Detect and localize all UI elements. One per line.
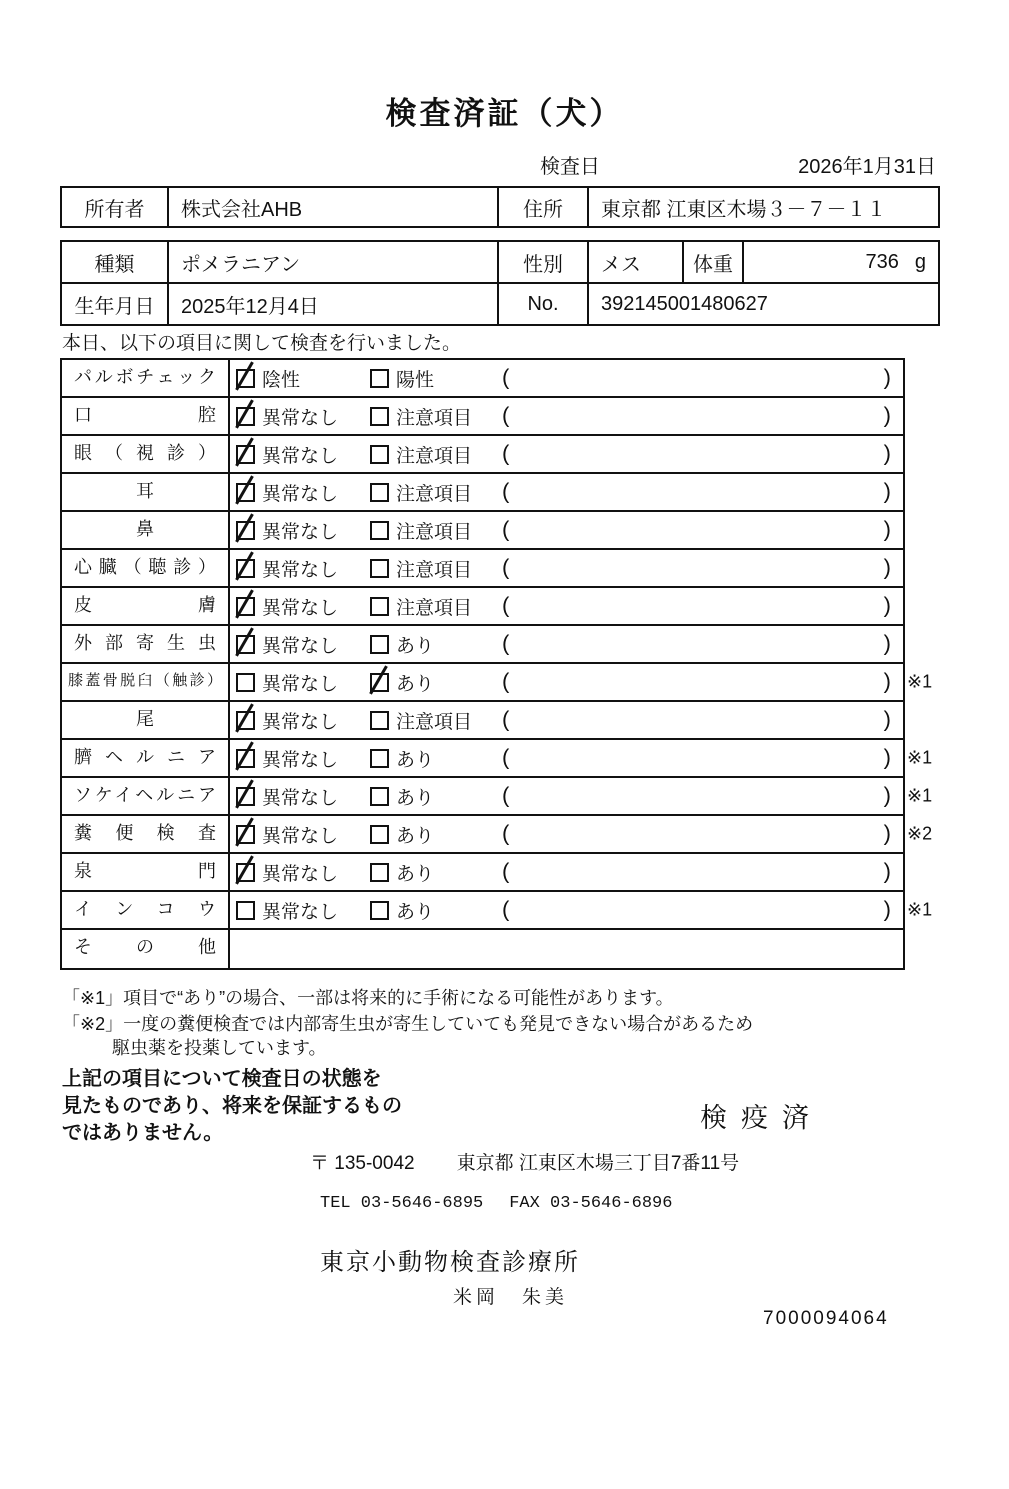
- check-table-row: [62, 588, 903, 626]
- item-options: [230, 778, 903, 814]
- item-options: [230, 474, 903, 510]
- checkbox-unchecked[interactable]: [370, 863, 389, 882]
- checkbox-unchecked[interactable]: [370, 445, 389, 464]
- option-2: [370, 398, 472, 434]
- breed-label: 種類: [94, 253, 135, 276]
- paren-close: ): [883, 896, 891, 922]
- paren-close: ): [883, 516, 891, 542]
- option-1: [236, 816, 338, 852]
- sex-label: 性別: [497, 242, 587, 282]
- check-table-row: [62, 778, 933, 816]
- option-2-label: 注意項目: [396, 711, 473, 733]
- certificate-no-value: 392145001480627: [587, 284, 938, 324]
- option-1: [236, 550, 338, 586]
- option-1-label: 異常なし: [262, 407, 339, 429]
- option-1-label: 異常なし: [262, 521, 339, 543]
- check-mark: [235, 703, 254, 732]
- option-2-label: あり: [396, 901, 435, 923]
- fax-number: FAX 03-5646-6896: [509, 1194, 673, 1213]
- breed-value: ポメラニアン: [167, 242, 497, 282]
- paren-open: (: [502, 744, 510, 770]
- check-table-row: [62, 892, 933, 930]
- check-mark: [235, 361, 254, 390]
- birthdate-label: 生年月日: [74, 295, 155, 318]
- checkbox-checked[interactable]: [236, 559, 255, 578]
- option-2: [370, 512, 472, 548]
- checkbox-unchecked[interactable]: [370, 787, 389, 806]
- tel-fax-row: [320, 1194, 672, 1213]
- check-mark: [235, 589, 254, 618]
- item-label: 外部寄生虫: [62, 626, 230, 662]
- check-mark: [235, 855, 254, 884]
- option-2-label: 注意項目: [396, 445, 473, 467]
- option-2: [370, 626, 434, 662]
- intro-text: 本日、以下の項目に関して検査を行いました。: [62, 333, 462, 354]
- paren-close: ): [883, 592, 891, 618]
- check-table-row: [62, 740, 933, 778]
- option-2: [370, 360, 434, 396]
- check-mark: [369, 665, 388, 694]
- option-1-label: 異常なし: [262, 673, 339, 695]
- checkbox-checked[interactable]: [236, 483, 255, 502]
- option-1-label: 異常なし: [262, 635, 339, 657]
- option-1-label: 異常なし: [262, 711, 339, 733]
- tel-number: TEL 03-5646-6895: [320, 1194, 484, 1213]
- item-label: 糞便検査: [62, 816, 230, 852]
- checkbox-checked[interactable]: [236, 445, 255, 464]
- item-label: その他: [62, 930, 230, 968]
- option-2-label: 注意項目: [396, 483, 473, 505]
- option-1: [236, 740, 338, 776]
- item-options: [230, 626, 903, 662]
- owner-table: [60, 186, 940, 228]
- checkbox-checked[interactable]: [236, 407, 255, 426]
- checkbox-unchecked[interactable]: [370, 559, 389, 578]
- note-2-line-2: 駆虫薬を投薬しています。: [112, 1038, 327, 1058]
- paren-open: (: [502, 630, 510, 656]
- paren-open: (: [502, 554, 510, 580]
- pet-table: [60, 240, 940, 326]
- option-2: [370, 854, 434, 890]
- paren-open: (: [502, 820, 510, 846]
- check-table-row: [62, 512, 903, 550]
- check-table-row: [62, 360, 903, 398]
- address-label: 住所: [497, 188, 587, 226]
- option-1: [236, 664, 338, 700]
- option-2: [370, 550, 472, 586]
- paren-open: (: [502, 592, 510, 618]
- option-2-label: あり: [396, 673, 435, 695]
- check-table-row: [62, 398, 903, 436]
- option-1-label: 陰性: [262, 369, 301, 391]
- checkbox-checked[interactable]: [370, 673, 389, 692]
- check-table-row: [62, 436, 903, 474]
- paren-close: ): [883, 440, 891, 466]
- checkbox-unchecked[interactable]: [370, 825, 389, 844]
- check-mark: [235, 627, 254, 656]
- inspection-date-label: 検査日: [540, 156, 600, 178]
- row-marker: ※1: [907, 747, 933, 768]
- check-mark: [235, 817, 254, 846]
- paren-open: (: [502, 668, 510, 694]
- item-label: 眼（視診）: [62, 436, 230, 472]
- paren-close: ): [883, 782, 891, 808]
- option-1: [236, 702, 338, 738]
- checkbox-checked[interactable]: [236, 711, 255, 730]
- option-1-label: 異常なし: [262, 445, 339, 467]
- paren-open: (: [502, 478, 510, 504]
- item-options: [230, 702, 903, 738]
- item-options: [230, 360, 903, 396]
- item-options: [230, 664, 903, 700]
- option-2-label: 注意項目: [396, 521, 473, 543]
- option-2: [370, 702, 472, 738]
- inspection-date-value: 2026年1月31日: [798, 156, 936, 178]
- pet-table-row-2: [62, 284, 938, 324]
- checkbox-unchecked[interactable]: [370, 369, 389, 388]
- option-1: [236, 360, 300, 396]
- postal-code: 〒 135-0042: [310, 1153, 415, 1174]
- paren-close: ): [883, 706, 891, 732]
- option-2-label: あり: [396, 635, 435, 657]
- paren-open: (: [502, 858, 510, 884]
- checkbox-checked[interactable]: [236, 787, 255, 806]
- check-mark: [235, 475, 254, 504]
- pet-table-row-1: [62, 242, 938, 284]
- option-2-label: 注意項目: [396, 559, 473, 581]
- item-options: [230, 816, 903, 852]
- option-2: [370, 588, 472, 624]
- option-1-label: 異常なし: [262, 749, 339, 771]
- paren-open: (: [502, 402, 510, 428]
- paren-close: ): [883, 364, 891, 390]
- check-table-row: [62, 550, 903, 588]
- checkbox-checked[interactable]: [236, 597, 255, 616]
- item-label: インコウ: [62, 892, 230, 928]
- option-1-label: 異常なし: [262, 863, 339, 885]
- weight-unit: g: [914, 250, 926, 273]
- item-options: [230, 740, 903, 776]
- paren-open: (: [502, 516, 510, 542]
- paren-open: (: [502, 364, 510, 390]
- item-label: パルボチェック: [62, 360, 230, 396]
- item-options: [230, 436, 903, 472]
- item-options: [230, 512, 903, 548]
- item-label: 心臓（聴診）: [62, 550, 230, 586]
- inspection-date-row: [540, 150, 936, 179]
- item-label: 尾: [62, 702, 230, 738]
- option-1-label: 異常なし: [262, 901, 339, 923]
- option-2: [370, 436, 472, 472]
- item-label: ソケイヘルニア: [62, 778, 230, 814]
- check-table-row: [62, 930, 903, 968]
- checkbox-unchecked[interactable]: [370, 749, 389, 768]
- check-mark: [235, 779, 254, 808]
- sex-value: メス: [587, 242, 682, 282]
- item-label: 皮膚: [62, 588, 230, 624]
- option-1: [236, 474, 338, 510]
- option-2-label: 注意項目: [396, 597, 473, 619]
- check-table-row: [62, 474, 903, 512]
- checkbox-unchecked[interactable]: [370, 901, 389, 920]
- note-2-line-1: 「※2」一度の糞便検査では内部寄生虫が寄生していても発見できない場合があるため: [62, 1014, 754, 1034]
- disclaimer-line: 見たものであり、将来を保証するもの: [62, 1095, 402, 1117]
- option-2: [370, 474, 472, 510]
- option-1-label: 異常なし: [262, 825, 339, 847]
- paren-close: ): [883, 668, 891, 694]
- checkbox-checked[interactable]: [236, 825, 255, 844]
- clinic-address-row: [310, 1148, 739, 1175]
- option-2: [370, 740, 434, 776]
- checkbox-unchecked[interactable]: [370, 521, 389, 540]
- paren-close: ): [883, 630, 891, 656]
- serial-number: 7000094064: [763, 1308, 889, 1329]
- owner-label: 所有者: [84, 198, 145, 221]
- row-marker: ※1: [907, 899, 933, 920]
- checkbox-unchecked[interactable]: [370, 407, 389, 426]
- item-label: 耳: [62, 474, 230, 510]
- option-1-label: 異常なし: [262, 597, 339, 619]
- item-options: [230, 588, 903, 624]
- disclaimer-line: 上記の項目について検査日の状態を: [62, 1068, 382, 1090]
- item-options: [230, 398, 903, 434]
- option-1-label: 異常なし: [262, 787, 339, 809]
- option-1: [236, 588, 338, 624]
- disclaimer-line: ではありません。: [62, 1122, 224, 1144]
- checkbox-unchecked[interactable]: [370, 597, 389, 616]
- checkbox-checked[interactable]: [236, 863, 255, 882]
- examiner-name: 米岡 朱美: [453, 1287, 569, 1308]
- row-marker: ※1: [907, 785, 933, 806]
- option-2-label: あり: [396, 825, 435, 847]
- clinic-name: 東京小動物検査診療所: [320, 1249, 580, 1276]
- paren-close: ): [883, 820, 891, 846]
- option-2-label: 注意項目: [396, 407, 473, 429]
- item-label: 泉門: [62, 854, 230, 890]
- item-label: 鼻: [62, 512, 230, 548]
- check-table-row: [62, 702, 903, 740]
- checkbox-checked[interactable]: [236, 635, 255, 654]
- weight-value: 736: [865, 250, 899, 273]
- document-title: 検査済証（犬）: [385, 96, 624, 131]
- check-table-row: [62, 816, 933, 854]
- option-2-label: 陽性: [396, 369, 435, 391]
- check-table-row: [62, 854, 903, 892]
- certificate-no-label: No.: [497, 284, 587, 324]
- checkbox-unchecked[interactable]: [236, 901, 255, 920]
- checkbox-checked[interactable]: [236, 369, 255, 388]
- checkbox-unchecked[interactable]: [370, 635, 389, 654]
- item-options: [230, 854, 903, 890]
- option-1: [236, 854, 338, 890]
- paren-open: (: [502, 706, 510, 732]
- option-2-label: あり: [396, 787, 435, 809]
- check-mark: [235, 513, 254, 542]
- check-mark: [235, 741, 254, 770]
- quarantine-passed-stamp: 検疫済: [700, 1103, 823, 1133]
- paren-close: ): [883, 478, 891, 504]
- item-label: 膝蓋骨脱臼（触診）: [62, 664, 230, 700]
- note-1: 「※1」項目で“あり”の場合、一部は将来的に手術になる可能性があります。: [62, 988, 674, 1008]
- checkbox-checked[interactable]: [236, 749, 255, 768]
- option-1: [236, 398, 338, 434]
- item-label: 口腔: [62, 398, 230, 434]
- paren-close: ): [883, 744, 891, 770]
- check-mark: [235, 437, 254, 466]
- weight-cell: [742, 242, 938, 282]
- paren-close: ): [883, 554, 891, 580]
- owner-value: 株式会社AHB: [167, 188, 497, 226]
- address-value: 東京都 江東区木場３－７－１１: [587, 188, 938, 226]
- option-1: [236, 778, 338, 814]
- paren-open: (: [502, 782, 510, 808]
- paren-open: (: [502, 440, 510, 466]
- option-1: [236, 892, 338, 928]
- birthdate-value: 2025年12月4日: [167, 284, 497, 324]
- option-1-label: 異常なし: [262, 559, 339, 581]
- check-table: [60, 358, 933, 970]
- row-marker: ※2: [907, 823, 933, 844]
- option-2-label: あり: [396, 749, 435, 771]
- item-options: [230, 550, 903, 586]
- paren-open: (: [502, 896, 510, 922]
- option-2: [370, 664, 434, 700]
- option-2: [370, 892, 434, 928]
- disclaimer-text: [62, 1066, 402, 1147]
- option-1-label: 異常なし: [262, 483, 339, 505]
- checkbox-checked[interactable]: [236, 521, 255, 540]
- option-1: [236, 436, 338, 472]
- checkbox-unchecked[interactable]: [370, 483, 389, 502]
- check-mark: [235, 399, 254, 428]
- check-table-row: [62, 626, 903, 664]
- option-2: [370, 816, 434, 852]
- item-label: 臍ヘルニア: [62, 740, 230, 776]
- item-options: [230, 892, 903, 928]
- check-table-row: [62, 664, 933, 702]
- option-2-label: あり: [396, 863, 435, 885]
- option-1: [236, 626, 338, 662]
- item-options: [230, 930, 903, 968]
- row-marker: ※1: [907, 671, 933, 692]
- paren-close: ): [883, 858, 891, 884]
- checkbox-unchecked[interactable]: [236, 673, 255, 692]
- option-2: [370, 778, 434, 814]
- check-mark: [235, 551, 254, 580]
- clinic-address: 東京都 江東区木場三丁目7番11号: [456, 1153, 740, 1174]
- weight-label: 体重: [682, 242, 742, 282]
- option-1: [236, 512, 338, 548]
- paren-close: ): [883, 402, 891, 428]
- checkbox-unchecked[interactable]: [370, 711, 389, 730]
